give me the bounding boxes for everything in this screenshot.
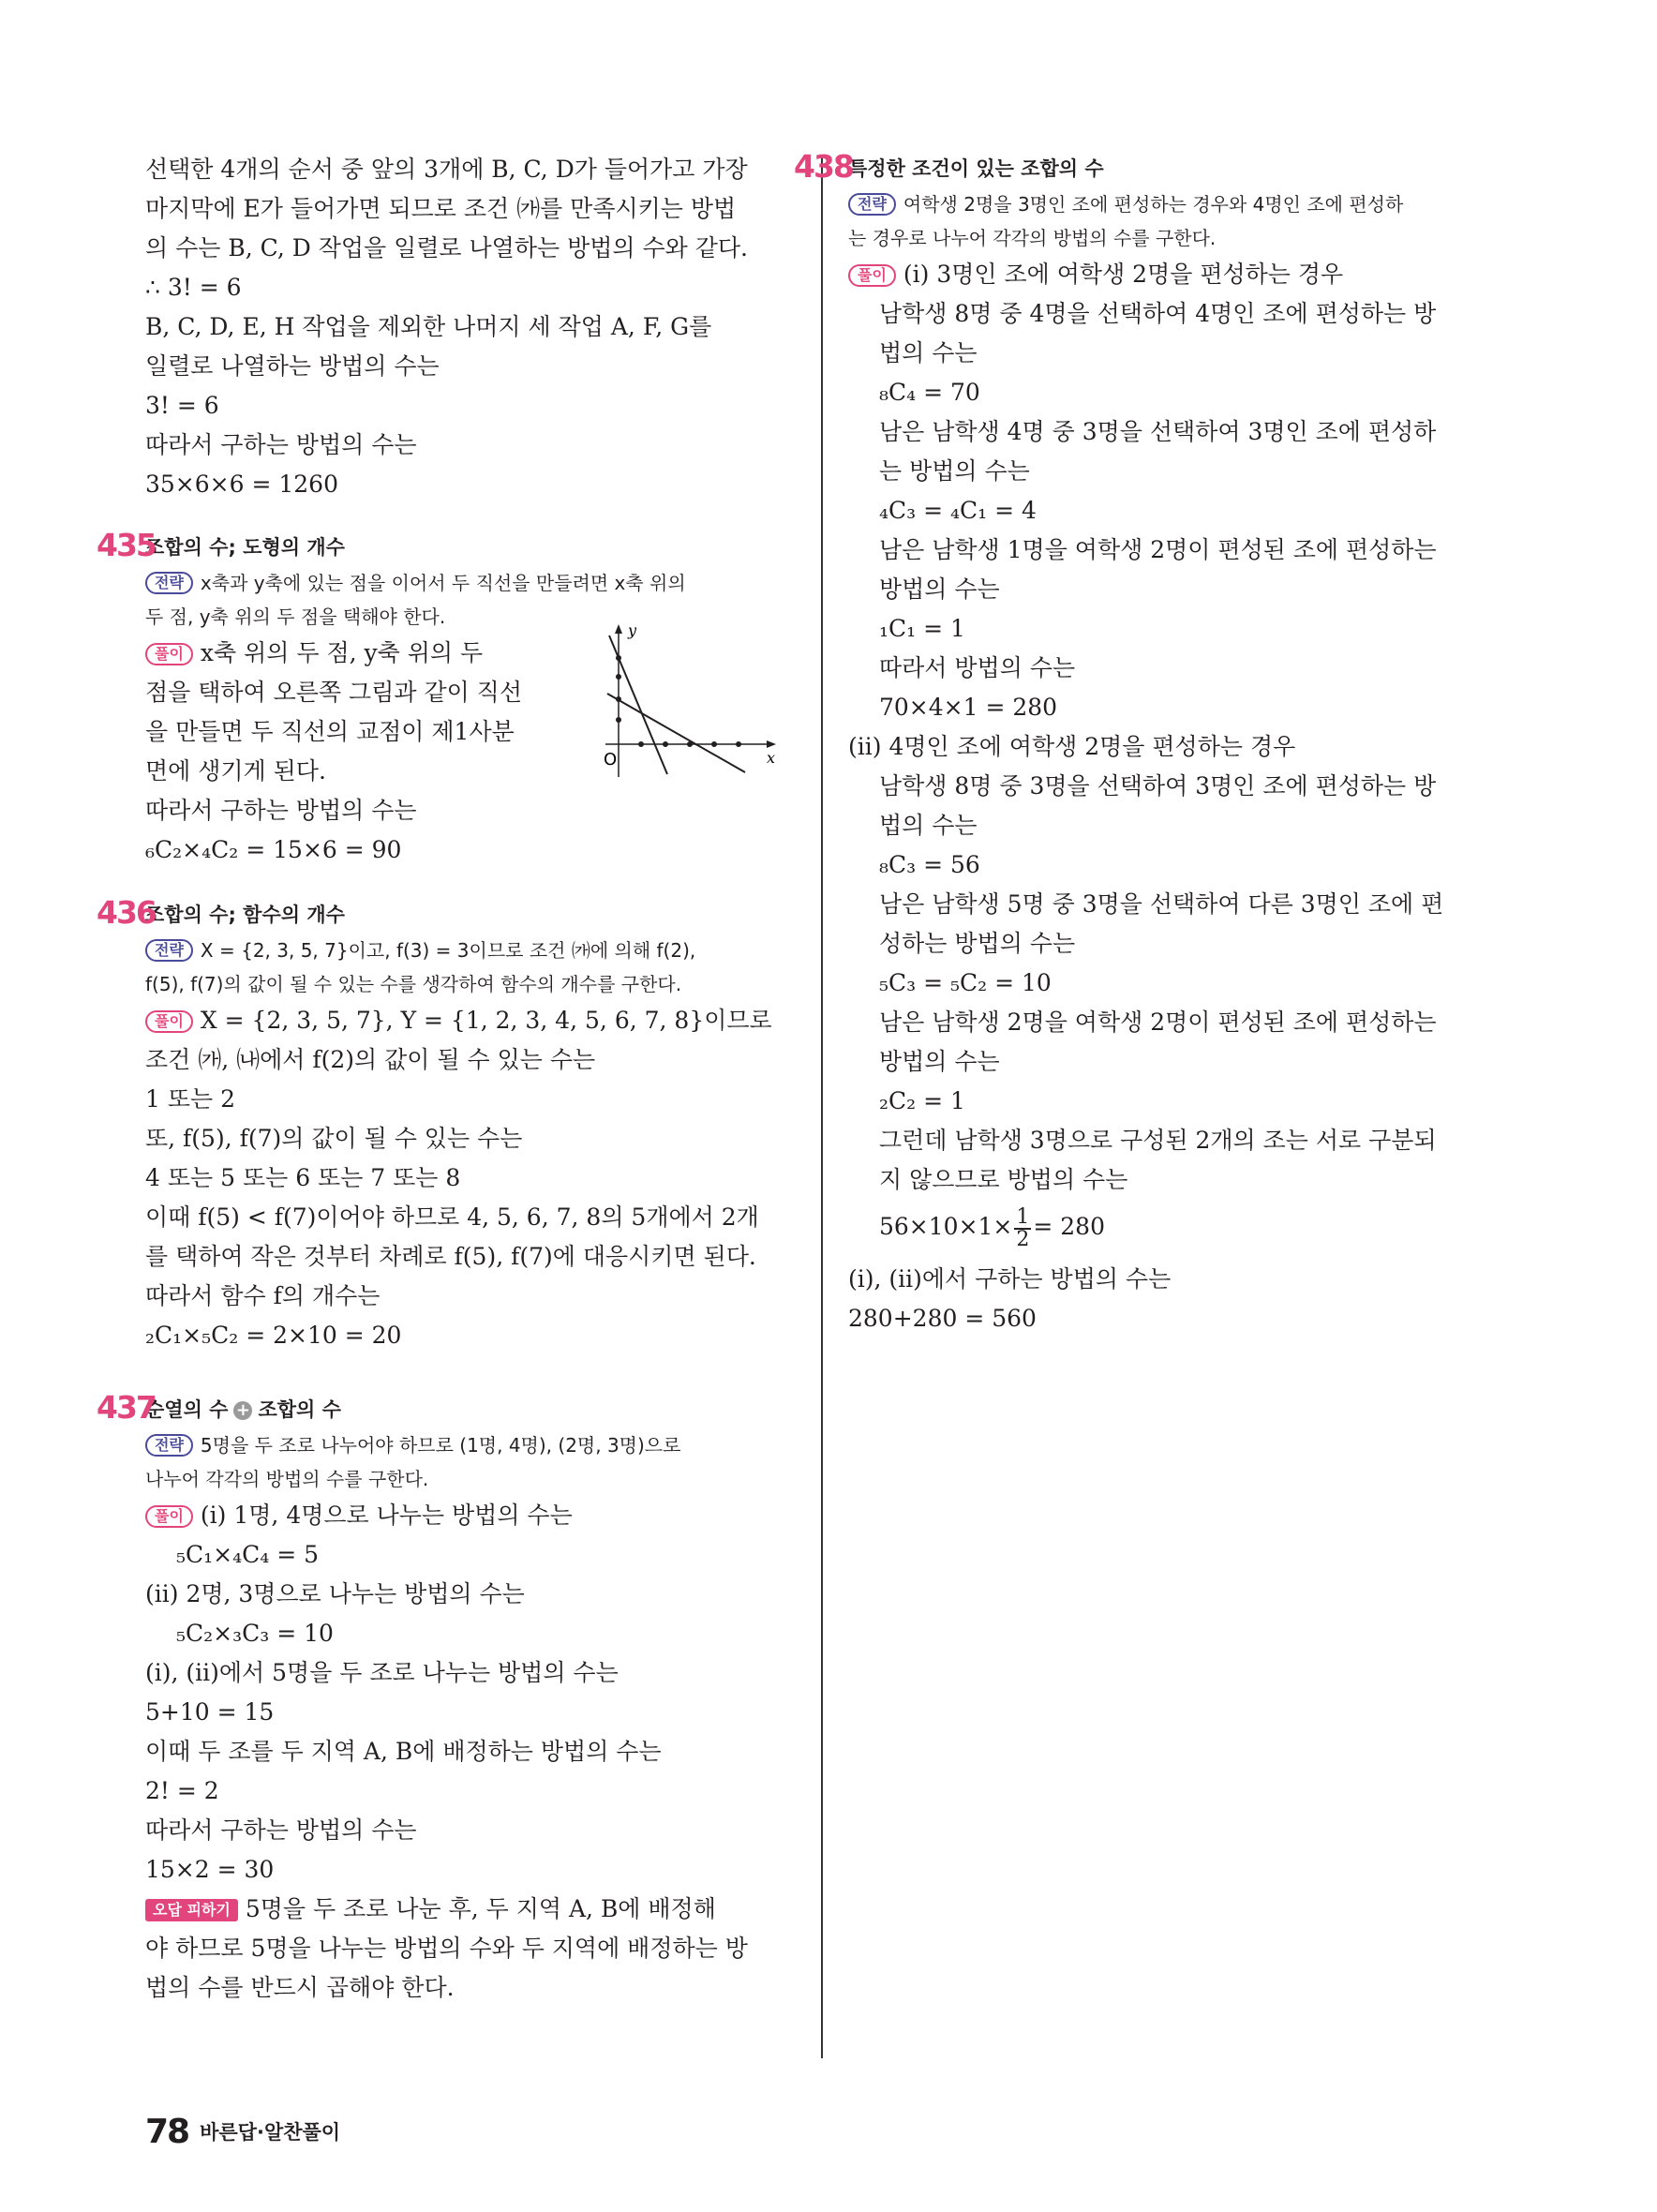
solution-line: 2! = 2 [145, 1777, 219, 1804]
y-axis-point [616, 655, 621, 661]
solution-line: 이때 두 조를 두 지역 A, B에 배정하는 방법의 수는 [145, 1738, 662, 1765]
y-axis-arrow [615, 624, 622, 634]
solution-line: 남은 남학생 1명을 여학생 2명이 편성된 조에 편성하는 [879, 536, 1437, 563]
strategy-badge: 전략 [145, 939, 193, 962]
text-line: ∴ 3! = 6 [145, 274, 242, 301]
equation-suffix: = 280 [1033, 1213, 1105, 1240]
solution-text: X = {2, 3, 5, 7}, Y = {1, 2, 3, 4, 5, 6, 7, 8}이므로 [200, 1007, 772, 1034]
solution-line: 방법의 수는 [879, 575, 1000, 603]
solution-line: 5+10 = 15 [145, 1698, 275, 1726]
y-axis-point [616, 717, 621, 723]
caution-line: 법의 수를 반드시 곱해야 한다. [145, 1974, 455, 2001]
plus-icon: + [233, 1401, 252, 1420]
problem-title: 조합의 수; 함수의 개수 [145, 904, 345, 926]
solution-line: 을 만들면 두 직선의 교점이 제1사분 [145, 718, 515, 745]
problem-438 [794, 148, 1504, 1338]
solution-line: 남학생 8명 중 4명을 선택하여 4명인 조에 편성하는 방 [879, 300, 1437, 327]
strategy-badge: 전략 [848, 193, 896, 216]
solution-line: 1 또는 2 [145, 1085, 236, 1113]
origin-label: O [604, 750, 618, 770]
solution-line: 남은 남학생 4명 중 3명을 선택하여 3명인 조에 편성하 [879, 418, 1437, 445]
solution-line [145, 1001, 792, 1040]
solution-line: 따라서 방법의 수는 [879, 654, 1076, 681]
caution-line: 야 하므로 5명을 나누는 방법의 수와 두 지역에 배정하는 방 [145, 1935, 748, 1962]
title-part-permutation: 순열의 수 [145, 1398, 229, 1421]
caution-badge: 오답 피하기 [145, 1899, 238, 1921]
strategy-line: 는 경우로 나누어 각각의 방법의 수를 구한다. [848, 227, 1217, 249]
solution-line: 따라서 함수 f의 개수는 [145, 1282, 381, 1309]
solution-line: ₆C₂×₄C₂ = 15×6 = 90 [145, 836, 402, 863]
x-axis-point [736, 741, 741, 747]
title-part-combination: 조합의 수 [258, 1398, 341, 1421]
strategy-line [145, 934, 792, 967]
text-line: 마지막에 E가 들어가면 되므로 조건 ㈎를 만족시키는 방법 [145, 195, 737, 222]
fraction [1014, 1204, 1031, 1251]
strategy-line: 나누어 각각의 방법의 수를 구한다. [145, 1468, 429, 1490]
problem-title: 특정한 조건이 있는 조합의 수 [848, 157, 1104, 180]
case-1-title: (ⅰ) 3명인 조에 여학생 2명을 편성하는 경우 [903, 261, 1344, 288]
solution-line: (ⅰ), (ⅱ)에서 5명을 두 조로 나누는 방법의 수는 [145, 1659, 619, 1686]
solution-line [145, 1496, 792, 1535]
text-line: 일렬로 나열하는 방법의 수는 [145, 352, 440, 380]
problem-title: 조합의 수; 도형의 개수 [145, 536, 345, 559]
solution-line: 지 않으므로 방법의 수는 [879, 1166, 1128, 1193]
problem-number: 437 [97, 1389, 156, 1426]
x-axis-point [711, 741, 717, 747]
problem-435 [97, 527, 792, 870]
strategy-line: 두 점, y축 위의 두 점을 택해야 한다. [145, 605, 446, 628]
right-column [794, 148, 1504, 1338]
problem-436 [97, 894, 792, 1355]
problem-title [145, 1391, 792, 1428]
solution-line: ₁C₁ = 1 [879, 615, 965, 642]
left-column [97, 150, 792, 2008]
solution-badge: 풀이 [848, 264, 896, 287]
fraction-numerator: 1 [1016, 1204, 1030, 1229]
y-axis-point [616, 674, 621, 680]
footer-title: 바른답·알찬풀이 [200, 2121, 341, 2144]
solution-line: ₈C₄ = 70 [879, 379, 980, 406]
solution-badge: 풀이 [145, 643, 193, 665]
solution-text: (ⅰ) 1명, 4명으로 나누는 방법의 수는 [200, 1502, 573, 1529]
page-number: 78 [145, 2113, 189, 2151]
problem-number: 435 [97, 527, 156, 563]
text-line: 3! = 6 [145, 392, 219, 419]
fraction-equation [848, 1200, 1504, 1254]
strategy-badge: 전략 [145, 572, 193, 594]
strategy-text: X = {2, 3, 5, 7}이고, f(3) = 3이므로 조건 ㈎에 의해 f(2), [200, 939, 696, 962]
solution-line: 70×4×1 = 280 [879, 694, 1058, 721]
conclusion-line: 280+280 = 560 [848, 1305, 1037, 1332]
case-title [848, 255, 1504, 294]
intersecting-lines-graph [600, 622, 778, 782]
strategy-text: 5명을 두 조로 나누어야 하므로 (1명, 4명), (2명, 3명)으로 [200, 1434, 681, 1457]
line-2 [607, 694, 745, 772]
caution-text: 5명을 두 조로 나눈 후, 두 지역 A, B에 배정해 [245, 1895, 716, 1922]
problem-number: 438 [794, 148, 853, 185]
problem-434-continuation [145, 150, 792, 504]
conclusion-line: (ⅰ), (ⅱ)에서 구하는 방법의 수는 [848, 1265, 1172, 1293]
solution-line: 남은 남학생 2명을 여학생 2명이 편성된 조에 편성하는 [879, 1009, 1437, 1036]
solution-line: ₅C₃ = ₅C₂ = 10 [879, 969, 1052, 996]
solution-line: 그런데 남학생 3명으로 구성된 2개의 조는 서로 구분되 [879, 1127, 1437, 1154]
strategy-line: f(5), f(7)의 값이 될 수 있는 수를 생각하여 함수의 개수를 구한다. [145, 973, 682, 995]
solution-line: 15×2 = 30 [145, 1856, 275, 1883]
solution-badge: 풀이 [145, 1505, 193, 1528]
solution-line: 남학생 8명 중 3명을 선택하여 3명인 조에 편성하는 방 [879, 772, 1437, 800]
page-footer [145, 2113, 340, 2151]
text-line: 따라서 구하는 방법의 수는 [145, 431, 417, 458]
problem-number: 436 [97, 894, 156, 931]
text-line: 의 수는 B, C, D 작업을 일렬로 나열하는 방법의 수와 같다. [145, 234, 748, 262]
x-axis-point [663, 741, 668, 747]
strategy-line [145, 1428, 792, 1462]
solution-line: 이때 f(5) < f(7)이어야 하므로 4, 5, 6, 7, 8의 5개에서 2개 [145, 1203, 759, 1231]
x-axis-label: x [767, 749, 776, 767]
solution-line: ₄C₃ = ₄C₁ = 4 [879, 497, 1037, 524]
caution-line [145, 1890, 792, 1929]
solution-badge: 풀이 [145, 1010, 193, 1033]
solution-line: ₂C₂ = 1 [879, 1087, 965, 1114]
solution-line: 4 또는 5 또는 6 또는 7 또는 8 [145, 1164, 461, 1191]
text-line: 35×6×6 = 1260 [145, 471, 338, 498]
strategy-line [848, 187, 1504, 221]
text-line: 선택한 4개의 순서 중 앞의 3개에 B, C, D가 들어가고 가장 [145, 156, 748, 183]
solution-line: 를 택하여 작은 것부터 차례로 f(5), f(7)에 대응시키면 된다. [145, 1243, 756, 1270]
solution-line: ₅C₁×₄C₄ = 5 [176, 1541, 320, 1568]
x-axis-point [638, 741, 644, 747]
solution-line: ₂C₁×₅C₂ = 2×10 = 20 [145, 1322, 402, 1349]
y-axis-point [616, 696, 621, 702]
solution-line: 면에 생기게 된다. [145, 757, 326, 785]
x-axis-arrow [767, 740, 776, 748]
solution-text: x축 위의 두 점, y축 위의 두 [200, 639, 484, 666]
solution-line: 따라서 구하는 방법의 수는 [145, 797, 417, 824]
solution-line: 또, f(5), f(7)의 값이 될 수 있는 수는 [145, 1125, 523, 1152]
solution-line: 따라서 구하는 방법의 수는 [145, 1816, 417, 1844]
solution-line: ₈C₃ = 56 [879, 851, 980, 878]
strategy-text: x축과 y축에 있는 점을 이어서 두 직선을 만들려면 x축 위의 [200, 572, 686, 594]
strategy-text: 여학생 2명을 3명인 조에 편성하는 경우와 4명인 조에 편성하 [903, 193, 1404, 216]
equation-prefix: 56×10×1× [879, 1213, 1013, 1240]
column-divider [821, 157, 823, 2058]
solution-line: 조건 ㈎, ㈏에서 f(2)의 값이 될 수 있는 수는 [145, 1046, 596, 1073]
solution-line: 방법의 수는 [879, 1048, 1000, 1075]
solution-line: 남은 남학생 5명 중 3명을 선택하여 다른 3명인 조에 편 [879, 890, 1444, 918]
solution-line: 는 방법의 수는 [879, 457, 1030, 485]
y-axis-label: y [628, 622, 637, 639]
strategy-badge: 전략 [145, 1434, 193, 1457]
fraction-denominator: 2 [1016, 1227, 1030, 1251]
solution-line: (ⅱ) 2명, 3명으로 나누는 방법의 수는 [145, 1580, 525, 1607]
solution-line: 성하는 방법의 수는 [879, 930, 1076, 957]
problem-437 [97, 1389, 792, 2008]
case-2-title: (ⅱ) 4명인 조에 여학생 2명을 편성하는 경우 [848, 733, 1296, 760]
x-axis-point [687, 741, 693, 747]
solution-line: 법의 수는 [879, 812, 978, 839]
strategy-line [145, 566, 792, 600]
solution-line: 점을 택하여 오른쪽 그림과 같이 직선 [145, 679, 522, 706]
solution-line: ₅C₂×₃C₃ = 10 [176, 1620, 334, 1647]
text-line: B, C, D, E, H 작업을 제외한 나머지 세 작업 A, F, G를 [145, 313, 712, 340]
solution-line: 법의 수는 [879, 339, 978, 366]
